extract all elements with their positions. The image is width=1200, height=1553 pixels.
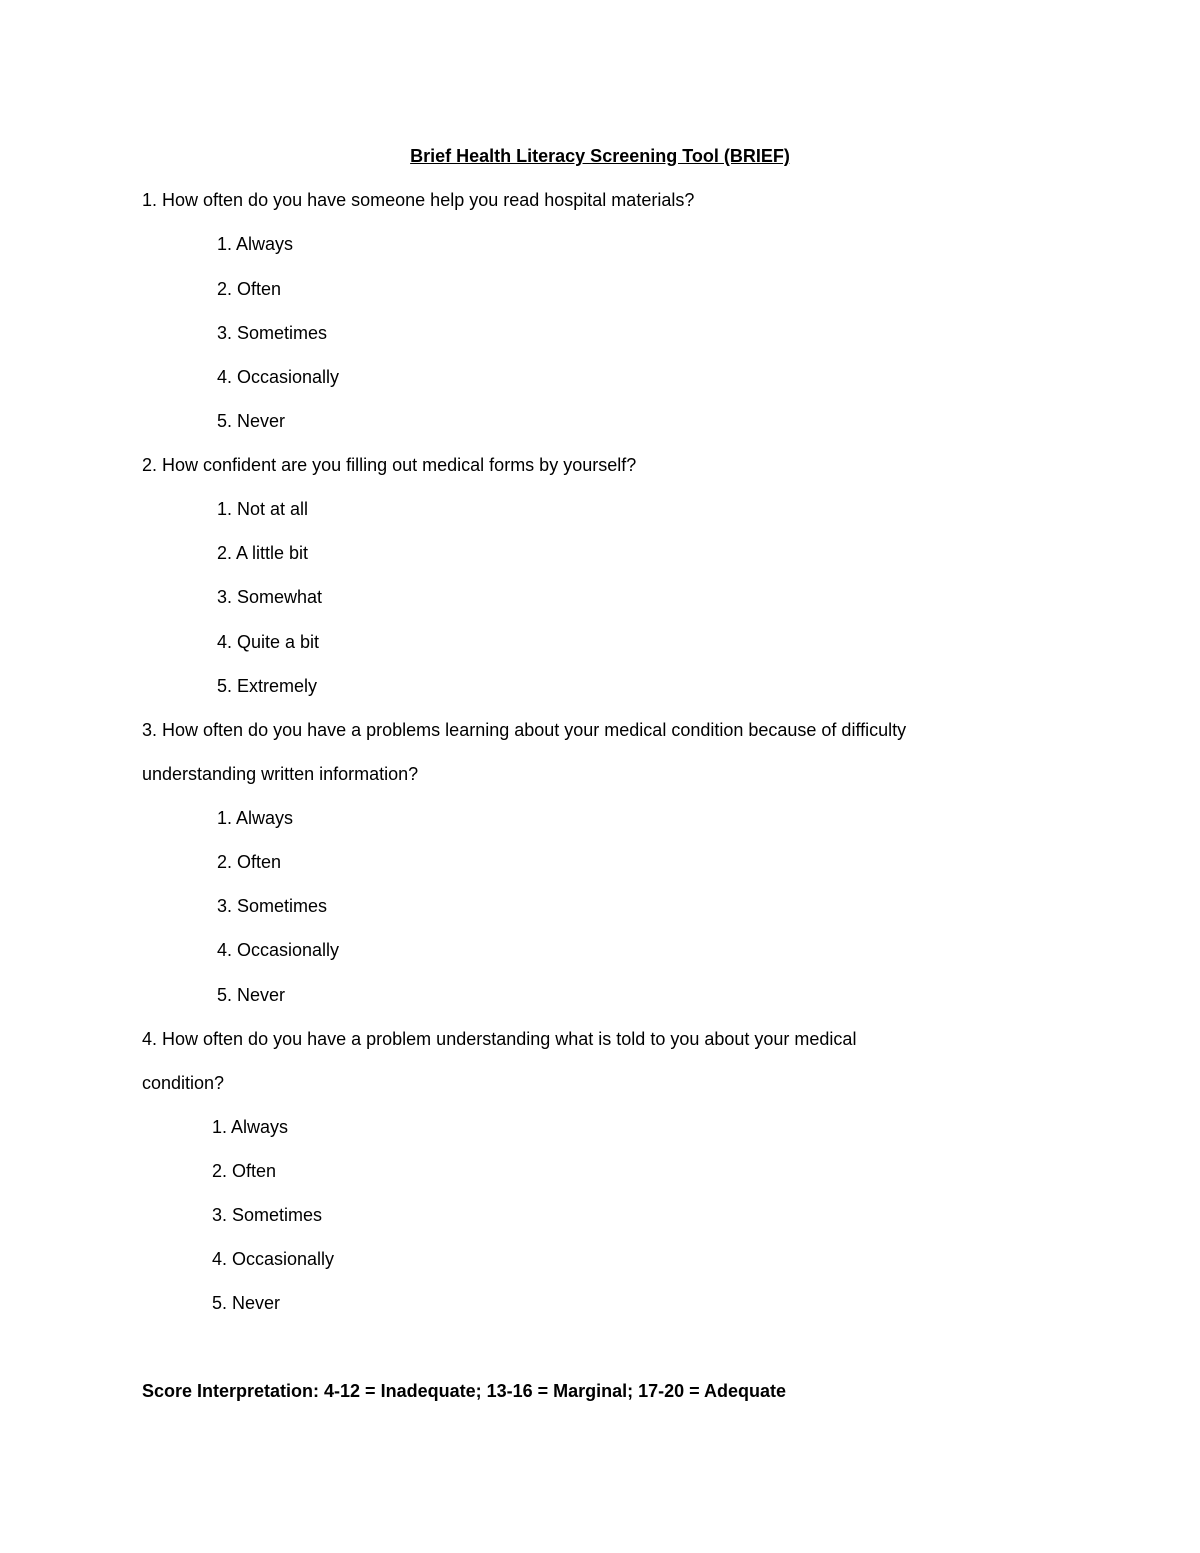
question-1-option-1: 1. Always bbox=[217, 234, 294, 254]
question-4-text: 4. How often do you have a problem understanding what is told to you about your medical bbox=[142, 1029, 857, 1049]
question-3-option-2: 2. Often bbox=[217, 852, 282, 872]
question-3-option-5: 5. Never bbox=[217, 985, 286, 1005]
question-2-text: 2. How confident are you filling out medical forms by yourself? bbox=[142, 455, 637, 475]
question-2-option-1: 1. Not at all bbox=[217, 499, 309, 519]
question-4-option-5: 5. Never bbox=[212, 1293, 281, 1313]
document-title: Brief Health Literacy Screening Tool (BRIEF) bbox=[410, 146, 790, 166]
question-3-text: 3. How often do you have a problems learning about your medical condition because of difficulty bbox=[142, 720, 907, 740]
question-1-option-5: 5. Never bbox=[217, 411, 286, 431]
question-3-option-4: 4. Occasionally bbox=[217, 940, 340, 960]
question-3-text-continued: understanding written information? bbox=[142, 764, 419, 784]
question-4-option-4: 4. Occasionally bbox=[212, 1249, 335, 1269]
question-1-text: 1. How often do you have someone help you read hospital materials? bbox=[142, 190, 695, 210]
score-interpretation: Score Interpretation: 4-12 = Inadequate; 13-16 = Marginal; 17-20 = Adequate bbox=[142, 1381, 787, 1401]
question-2-option-2: 2. A little bit bbox=[217, 543, 309, 563]
question-3-option-3: 3. Sometimes bbox=[217, 896, 328, 916]
question-1-option-4: 4. Occasionally bbox=[217, 367, 340, 387]
question-4-option-3: 3. Sometimes bbox=[212, 1205, 323, 1225]
question-1-option-3: 3. Sometimes bbox=[217, 323, 328, 343]
question-2-option-3: 3. Somewhat bbox=[217, 587, 323, 607]
question-4-option-2: 2. Often bbox=[212, 1161, 277, 1181]
question-2-option-5: 5. Extremely bbox=[217, 676, 318, 696]
question-4-option-1: 1. Always bbox=[212, 1117, 289, 1137]
question-2-option-4: 4. Quite a bit bbox=[217, 632, 320, 652]
question-4-text-continued: condition? bbox=[142, 1073, 225, 1093]
question-1-option-2: 2. Often bbox=[217, 279, 282, 299]
question-3-option-1: 1. Always bbox=[217, 808, 294, 828]
